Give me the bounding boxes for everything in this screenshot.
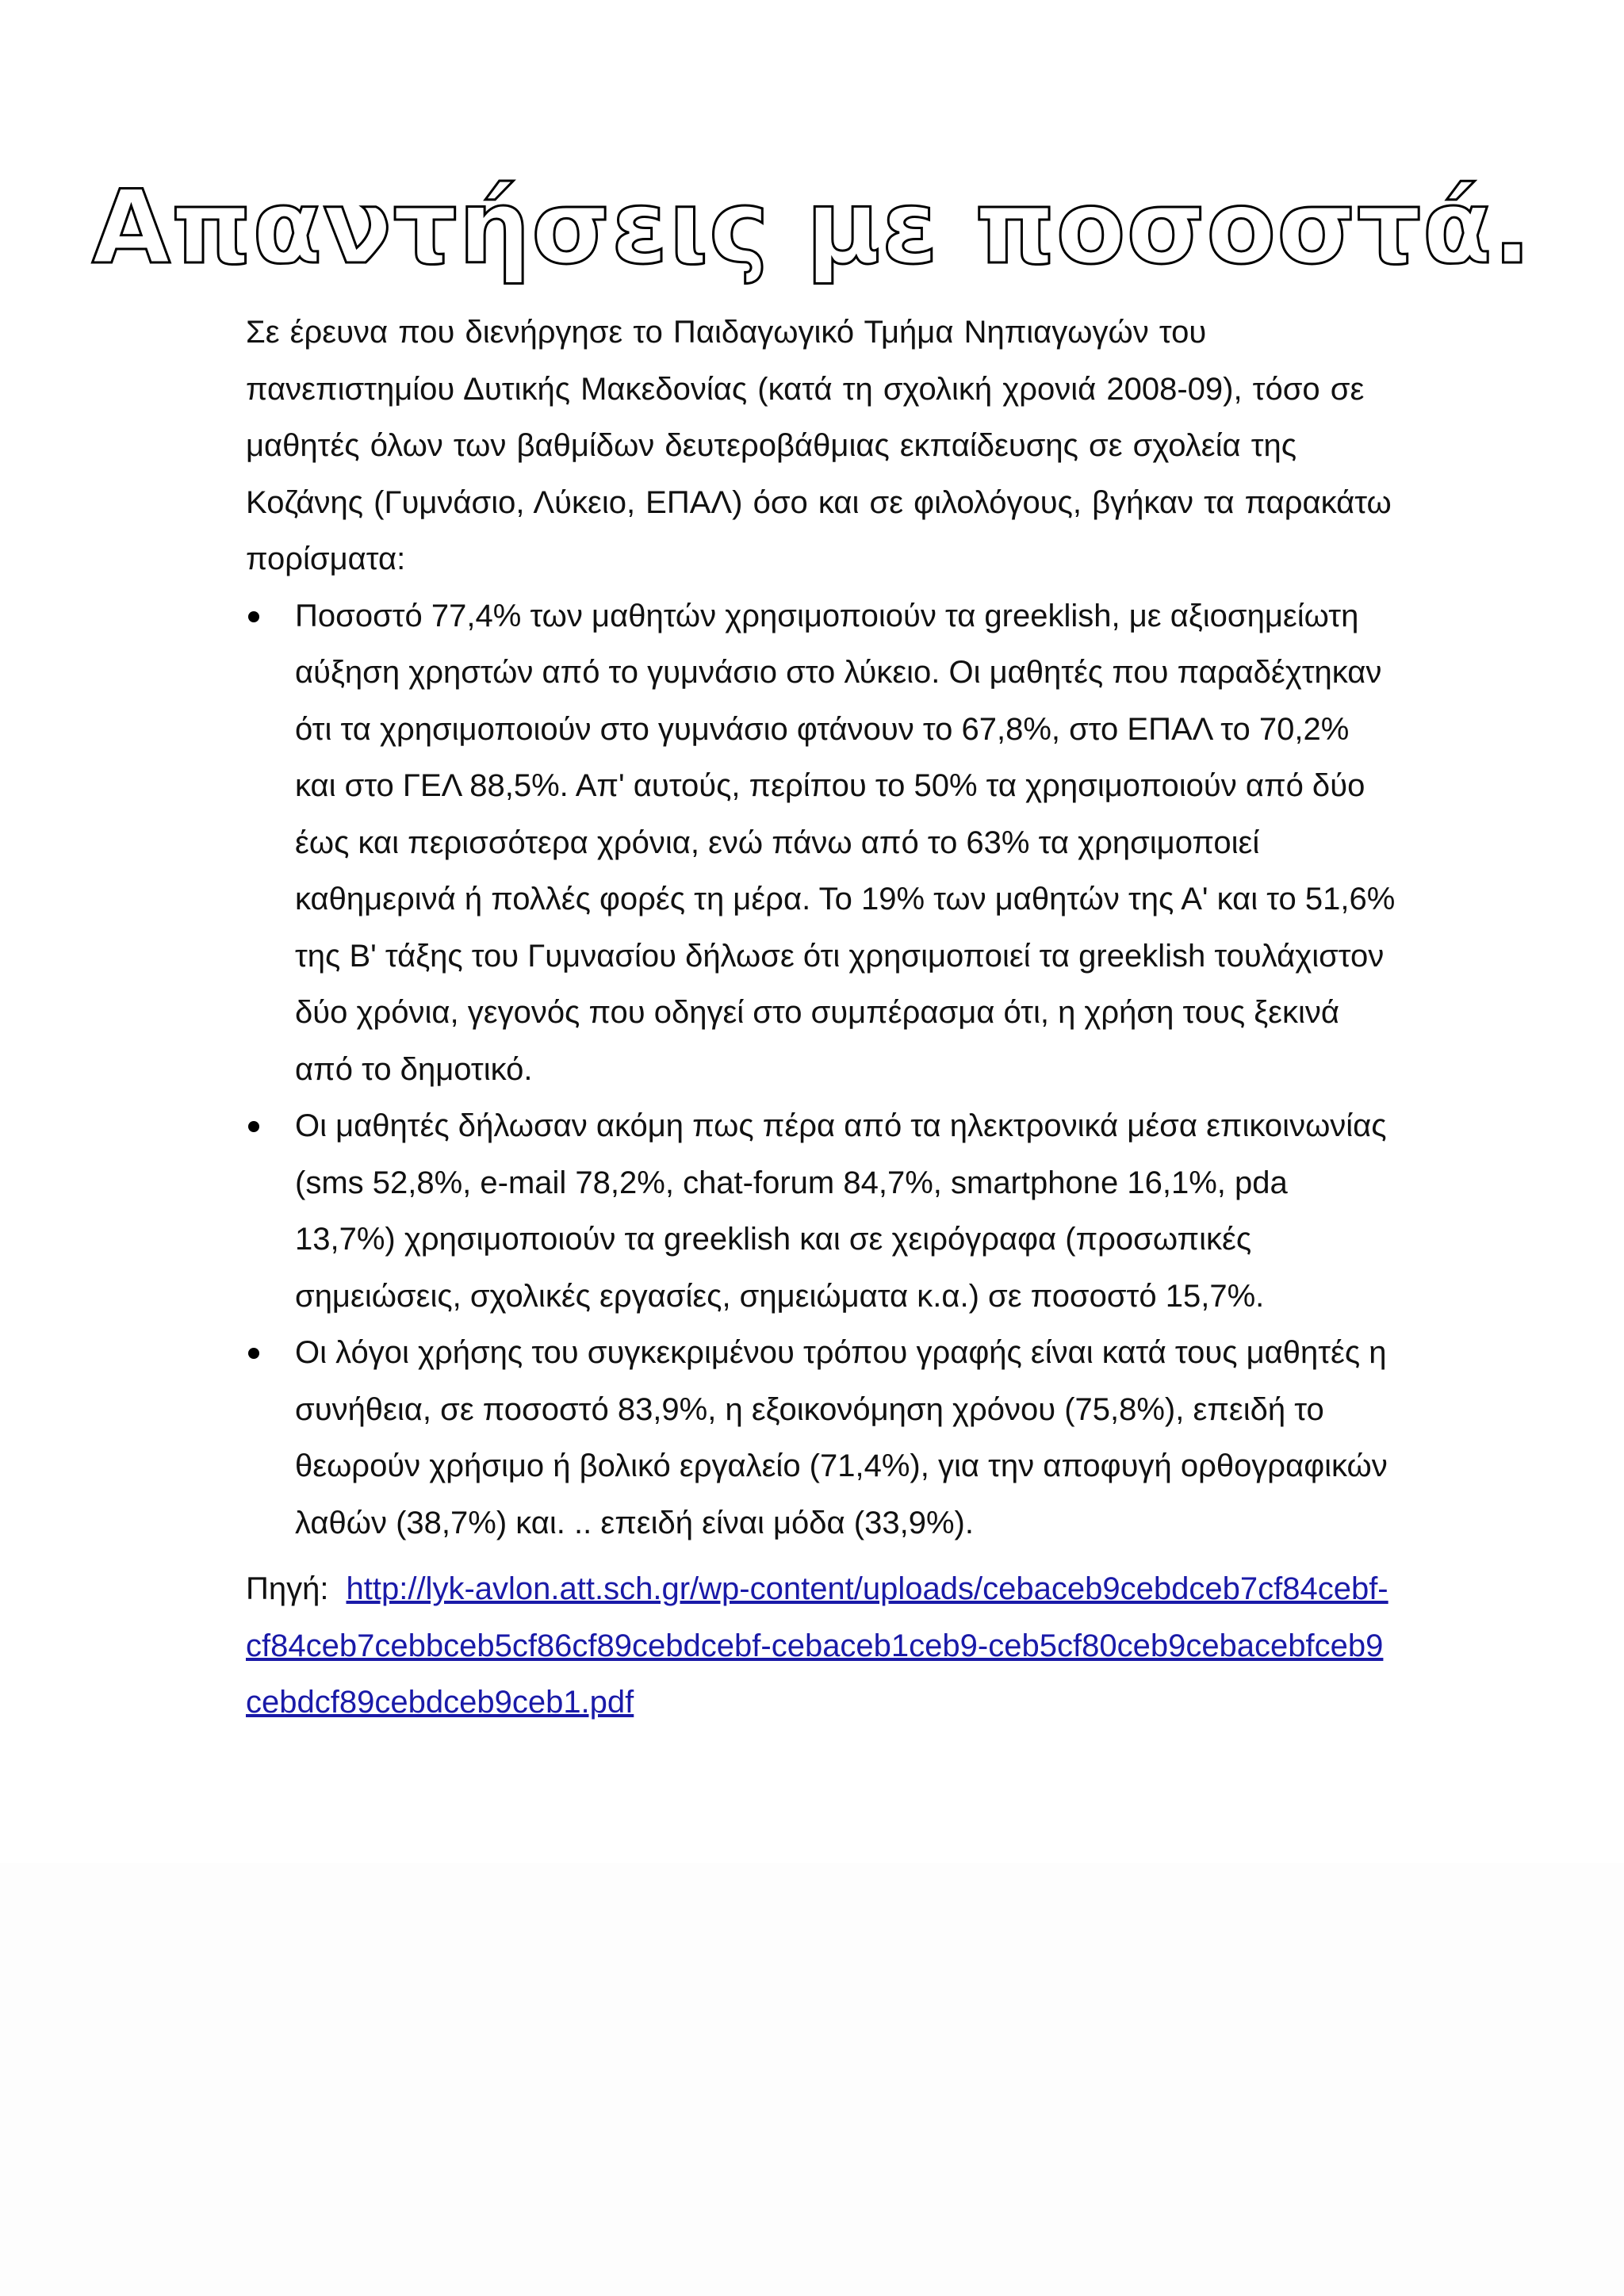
source-link[interactable]: http://lyk-avlon.att.sch.gr/wp-content/uploads/cebaceb9cebdceb7cf84cebf-cf84ceb7cebbceb5cf86cf89cebdcebf-cebaceb1ceb9-ceb5cf80ceb9cebacebfceb9cebdcf89cebdceb9ceb1.pdf (246, 1571, 1388, 1720)
intro-paragraph: Σε έρευνα που διενήργησε το Παιδαγωγικό Τμήμα Νηπιαγωγών του πανεπιστημίου Δυτικής Μακεδονίας (κατά τη σχολική χρονιά 2008-09), τόσο σε μαθητές όλων των βαθμίδων δευτεροβάθμιας εκπαίδευσης σε σχολεία της Κοζάνης (Γυμνάσιο, Λύκειο, ΕΠΑΛ) όσο και σε φιλολόγους, βγήκαν τα παρακάτω πορίσματα: (246, 315, 1392, 576)
source-label: Πηγή: (246, 1571, 329, 1606)
bullet-icon (248, 1348, 259, 1359)
bullet-icon (248, 611, 259, 622)
list-item (246, 1098, 1396, 1325)
page-bottom-area (0, 1863, 1624, 2296)
document-body (246, 304, 1396, 1732)
list-item-text: Οι λόγοι χρήσης του συγκεκριμένου τρόπου γραφής είναι κατά τους μαθητές η συνήθεια, σε ποσοστό 83,9%, η εξοικονόμηση χρόνου (75,8%), επειδή το θεωρούν χρήσιμο ή βολικό εργαλείο (71,4%), για την αποφυγή ορθογραφικών λαθών (38,7%) και. .. επειδή είναι μόδα (33,9%). (295, 1335, 1388, 1540)
list-item-text: Ποσοστό 77,4% των μαθητών χρησιμοποιούν τα greeklish, με αξιοσημείωτη αύξηση χρηστών από το γυμνάσιο στο λύκειο. Οι μαθητές που παραδέχτηκαν ότι τα χρησιμοποιούν στο γυμνάσιο φτάνουν το 67,8%, στο ΕΠΑΛ το 70,2% και στο ΓΕΛ 88,5%. Απ' αυτούς, περίπου το 50% τα χρησιμοποιούν από δύο έως και περισσότερα χρόνια, ενώ πάνω από το 63% τα χρησιμοποιεί καθημερινά ή πολλές φορές τη μέρα. Το 19% των μαθητών της Α' και το 51,6% της Β' τάξης του Γυμνασίου δήλωσε ότι χρησιμοποιεί τα greeklish τουλάχιστον δύο χρόνια, γεγονός που οδηγεί στο συμπέρασμα ότι, η χρήση τους ξεκινά από το δημοτικό. (295, 598, 1396, 1087)
findings-list (246, 588, 1396, 1552)
list-item (246, 588, 1396, 1099)
list-item-text: Οι μαθητές δήλωσαν ακόμη πως πέρα από τα ηλεκτρονικά μέσα επικοινωνίας (sms 52,8%, e-mail 78,2%, chat-forum 84,7%, smartphone 16,1%, pda 13,7%) χρησιμοποιούν τα greeklish και σε χειρόγραφα (προσωπικές σημειώσεις, σχολικές εργασίες, σημειώματα κ.α.) σε ποσοστό 15,7%. (295, 1108, 1387, 1314)
bullet-icon (248, 1121, 259, 1132)
document-title: Απαντήσεις με ποσοστά. (91, 169, 1533, 287)
list-item (246, 1325, 1396, 1552)
source-line (246, 1561, 1396, 1732)
